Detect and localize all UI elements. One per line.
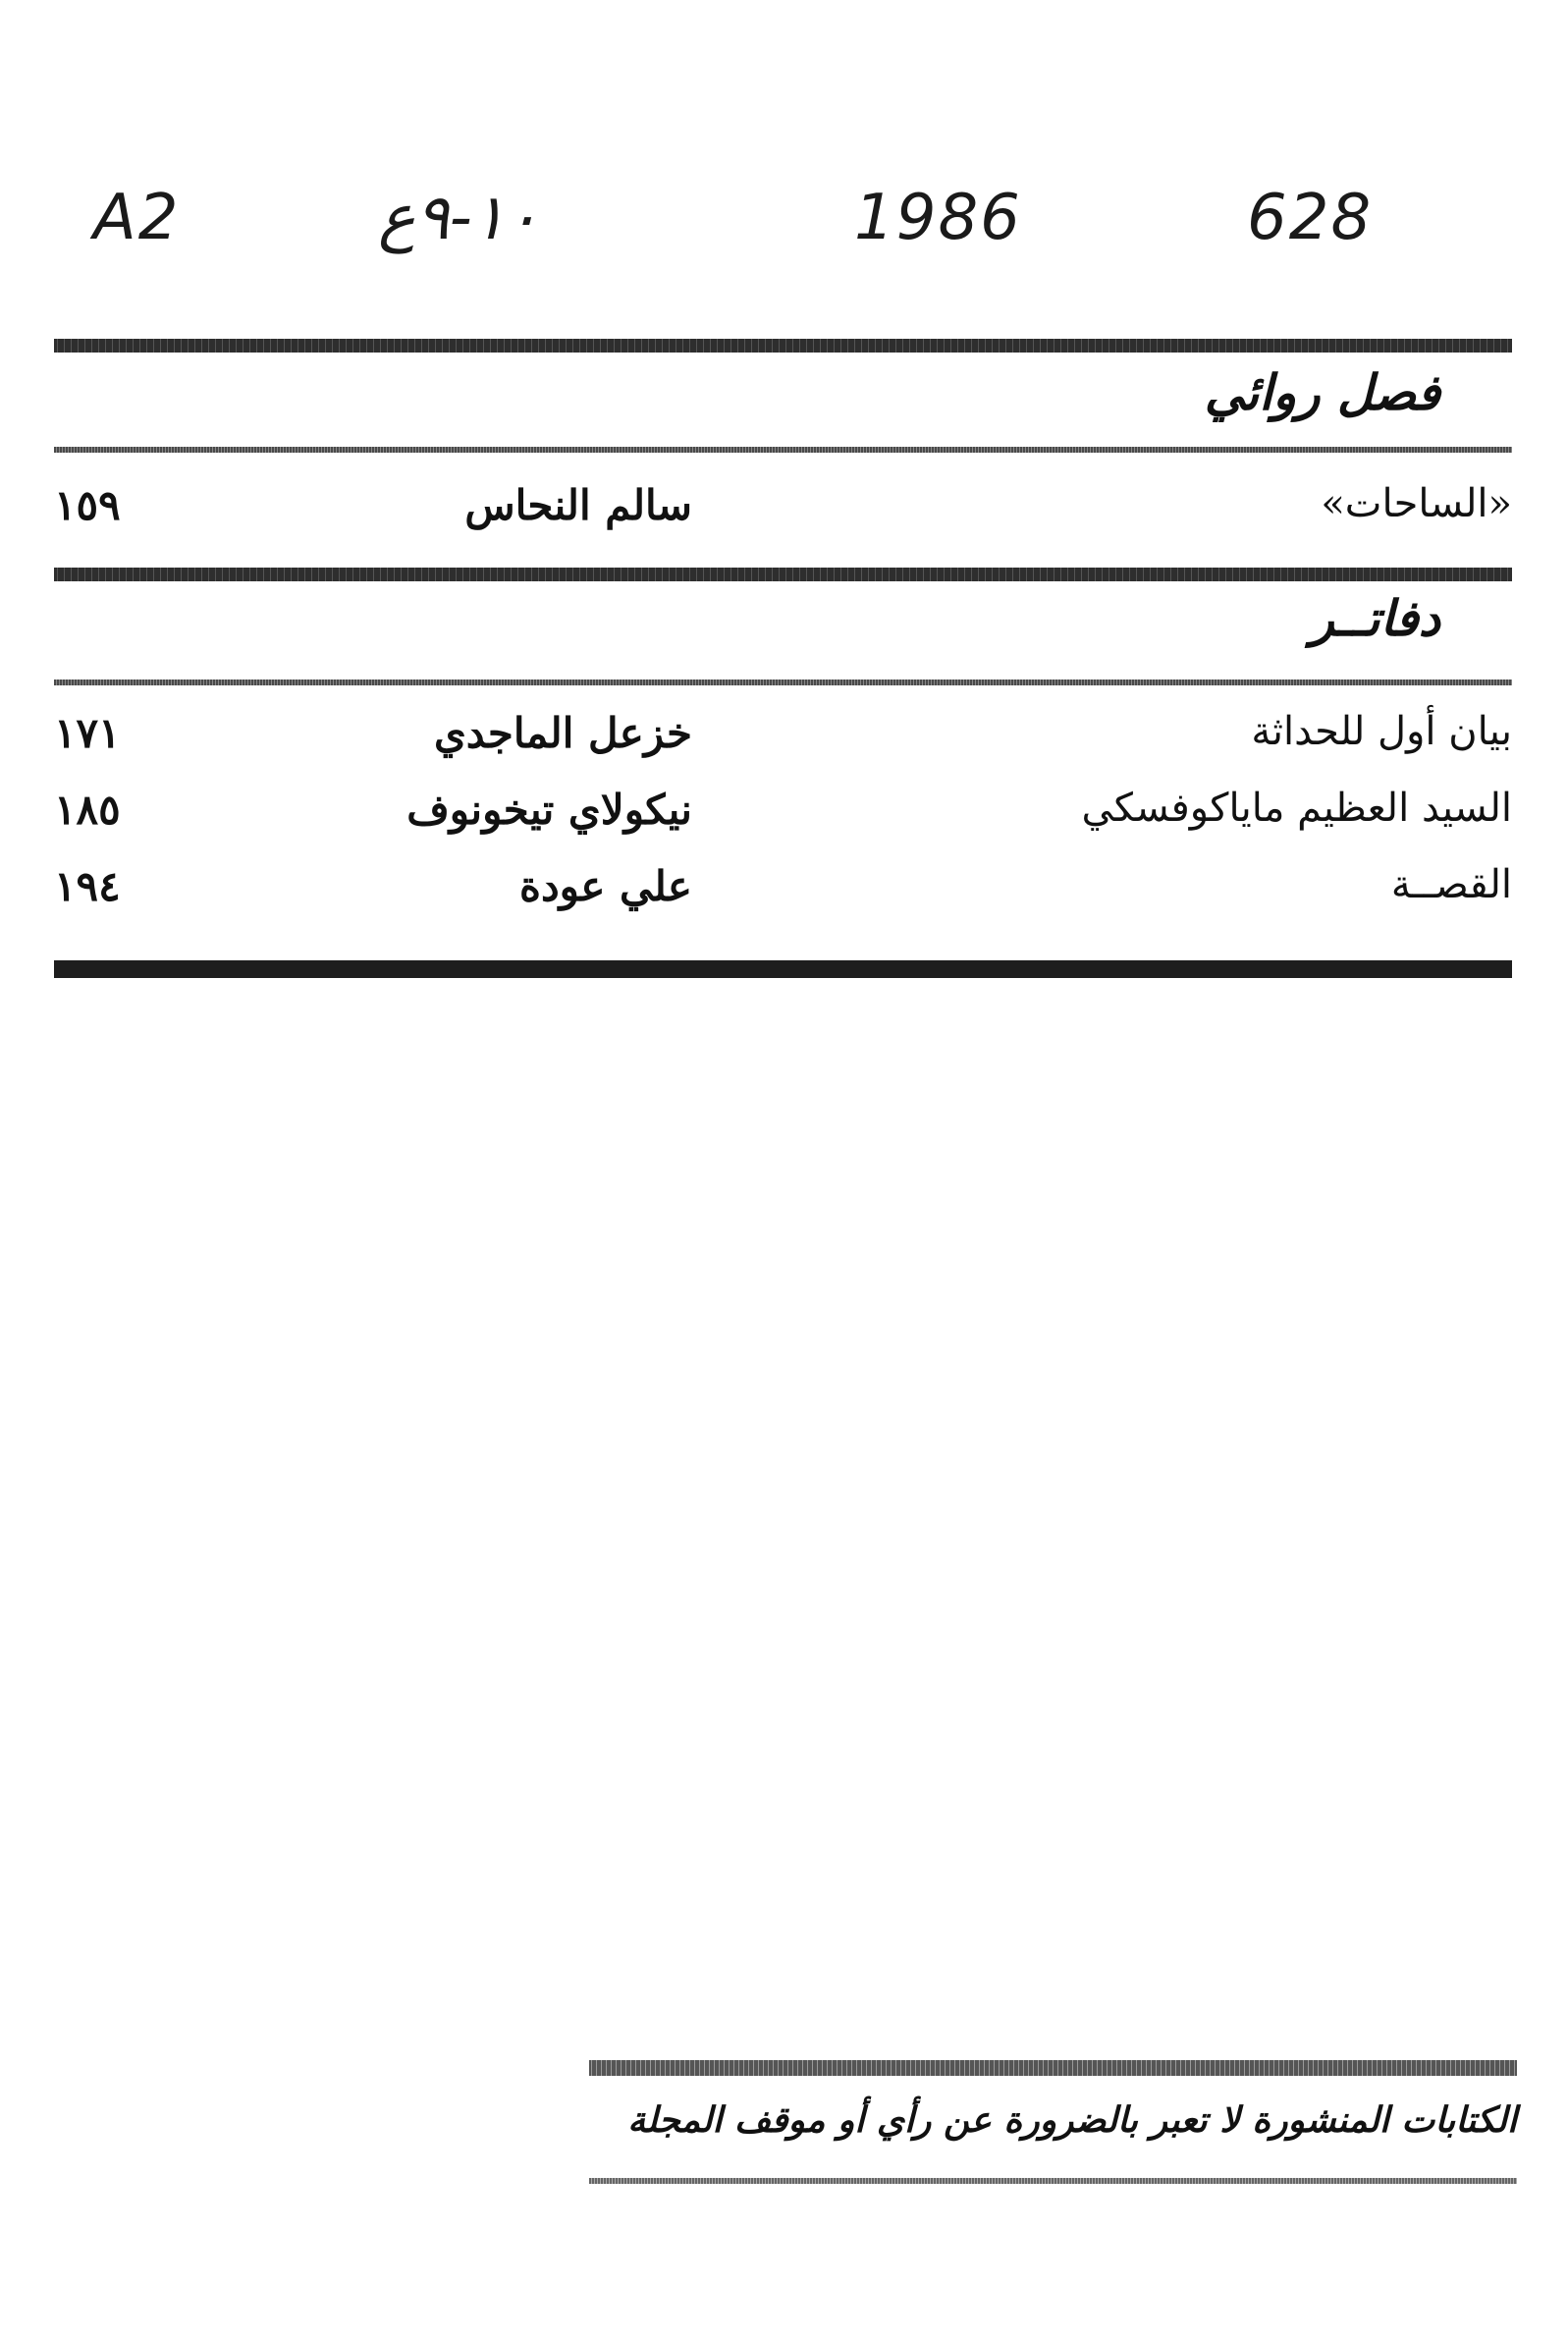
handwritten-note-4: 628 (1247, 182, 1374, 254)
entry-title: السيد العظيم ماياكوفسكي (1081, 786, 1512, 831)
entry-title: القصــة (1390, 862, 1512, 907)
entry-page: ١٧١ (54, 709, 121, 757)
handwritten-note-3: 1986 (854, 182, 1022, 254)
entry-page: ١٨٥ (54, 786, 121, 834)
footer-divider (589, 2060, 1517, 2076)
footer-divider (589, 2178, 1517, 2184)
entry-author: علي عودة (518, 862, 692, 910)
divider (54, 339, 1512, 353)
handwritten-note-1: A2 (93, 182, 181, 254)
entry-title: «الساحات» (1321, 481, 1512, 526)
divider (54, 680, 1512, 685)
toc-entry (54, 862, 1512, 921)
toc-entry (54, 709, 1512, 768)
entry-page: ١٩٤ (54, 862, 121, 910)
entry-page: ١٥٩ (54, 481, 121, 529)
entry-author: خزعل الماجدي (433, 709, 692, 757)
toc-entry (54, 481, 1512, 540)
divider (54, 447, 1512, 453)
section-heading: فصل روائي (1204, 363, 1440, 421)
section-heading: دفاتــر (1310, 589, 1440, 647)
toc-entry (54, 786, 1512, 844)
entry-author: نيكولاي تيخونوف (406, 786, 692, 834)
divider (54, 960, 1512, 978)
footer-disclaimer: الكتابات المنشورة لا تعبر بالضرورة عن رأي أو موقف المجلة (627, 2099, 1517, 2141)
handwritten-note-2: ١٠-٩ع (378, 182, 540, 254)
entry-author: سالم النحاس (464, 481, 692, 529)
divider (54, 568, 1512, 581)
entry-title: بيان أول للحداثة (1251, 709, 1512, 754)
